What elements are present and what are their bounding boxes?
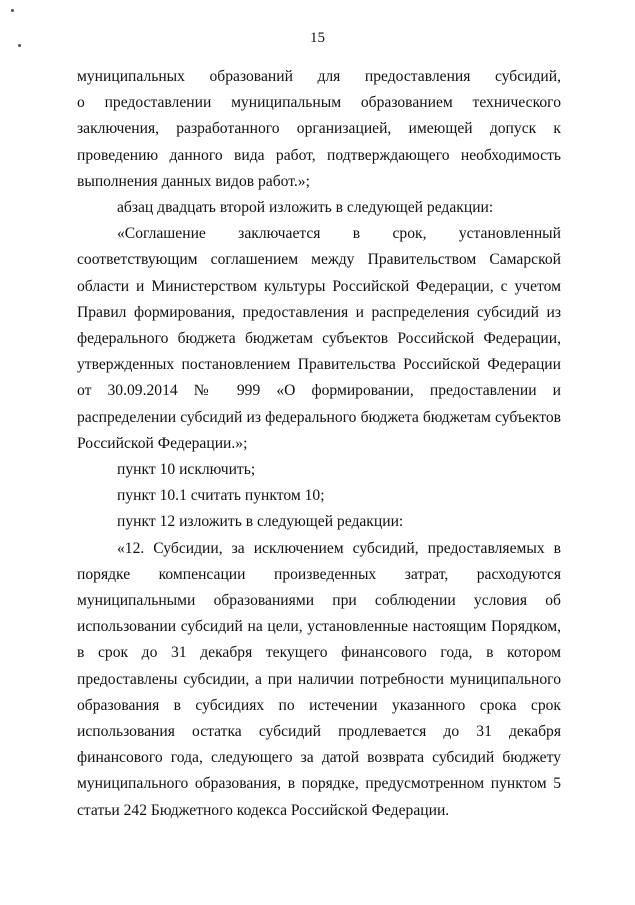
paragraph-item-12-text: «12. Субсидии, за исключением субсидий, предоставляемых в порядке компенсации произведенных затрат, расходуются муниципальными образованиями при соблюдении условия об использовании субсидий на цели, установленные настоящим Порядком, в срок до 31 декабря текущего финансового года, в котором предоставлены субсидии, а при наличии потребности муниципального образования в субсидиях по истечении указанного срока срок использования остатка субсидий продлевается до 31 декабря финансового года, следующего за датой возврата субсидий бюджету муниципального образования, в порядке, предусмотренном пунктом 5 статьи 242 Бюджетного кодекса Российской Федерации. xyxy=(77,539,561,819)
document-body xyxy=(77,64,561,824)
paragraph-item-10-1-renumber: пункт 10.1 считать пунктом 10; xyxy=(117,487,325,505)
paragraph-amendment-intro: абзац двадцать второй изложить в следующей редакции: xyxy=(117,199,494,217)
scan-speck xyxy=(11,9,14,12)
paragraph-continuation-first-line: муниципальных образований для предоставления субсидий, xyxy=(77,68,561,85)
paragraph-agreement-text: «Соглашение заключается в срок, установленный соответствующим соглашением между Правительством Самарской области и Министерством культуры Российской Федерации, с учетом Правил формирования, предоставления и распределения субсидий из федерального бюджета бюджетам субъектов Российской Федерации, утвержденных постановлением Правительства Российской Федерации от 30.09.2014 № 999 «О формировании, предоставлении и распределении субсидий из федерального бюджета бюджетам субъектов Российской Федерации.»; xyxy=(77,225,561,452)
scan-speck xyxy=(18,44,21,47)
page-number: 15 xyxy=(310,30,325,46)
paragraph-continuation: о предоставлении муниципальным образованием технического заключения, разработанного организацией, имеющей допуск к проведению данного вида работ, подтверждающего необходимость выполнения данных видов работ.»; xyxy=(77,94,561,190)
paragraph-item-10-exclude: пункт 10 исключить; xyxy=(117,461,256,479)
paragraph-item-12-intro: пункт 12 изложить в следующей редакции: xyxy=(117,513,404,531)
